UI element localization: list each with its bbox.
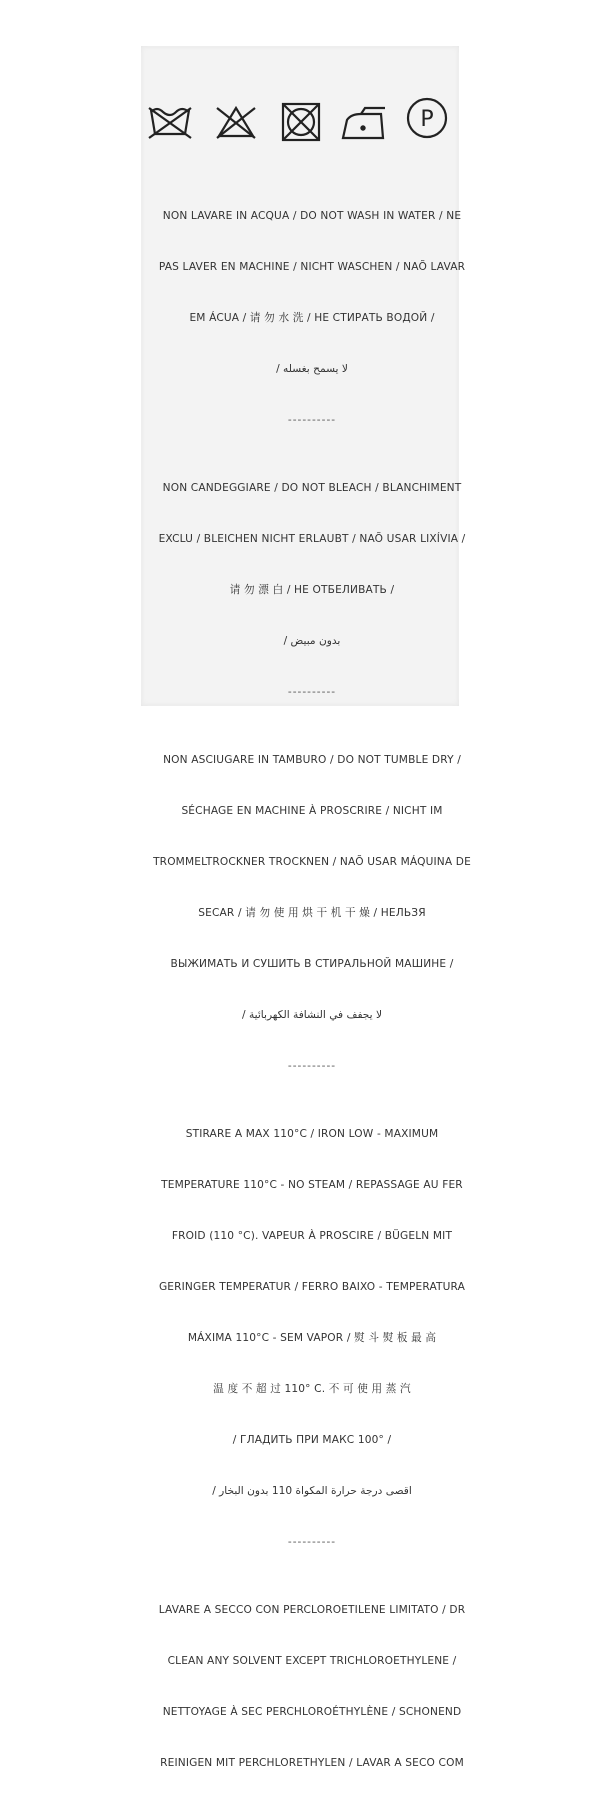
instruction-line: / لا يجفف في النشافة الكهربائية [242, 1009, 382, 1021]
instruction-line: NON CANDEGGIARE / DO NOT BLEACH / BLANCHIMENT [162, 482, 462, 494]
separator: ---------- [287, 1536, 337, 1548]
instruction-line: NETTOYAGE À SEC PERCHLOROÉTHYLÈNE / SCHONEND [162, 1706, 462, 1718]
separator: ---------- [287, 686, 337, 698]
care-symbols-svg [141, 46, 459, 156]
instruction-line: / ГЛАДИТЬ ПРИ МАКС 100° / [232, 1434, 392, 1446]
instruction-line: / بدون مبيض [283, 635, 341, 647]
instruction-line: MÁXIMA 110°C - SEM VAPOR / 熨 斗 熨 板 最 高 [187, 1332, 437, 1344]
care-instructions [147, 174, 477, 1806]
do-not-bleach-icon [217, 108, 255, 138]
instruction-line: LAVARE A SECCO CON PERCLOROETILENE LIMITATO / DR [158, 1604, 466, 1616]
instruction-line: / اقصى درجة حرارة المكواة 110 بدون البخار [212, 1485, 412, 1497]
instruction-line: GERINGER TEMPERATUR / FERRO BAIXO - TEMPERATURA [158, 1281, 466, 1293]
instruction-line: NON ASCIUGARE IN TAMBURO / DO NOT TUMBLE DRY / [163, 754, 461, 766]
separator: ---------- [287, 1060, 337, 1072]
instruction-line: CLEAN ANY SOLVENT EXCEPT TRICHLOROETHYLENE / [167, 1655, 457, 1667]
instruction-line: PAS LAVER EN MACHINE / NICHT WASCHEN / NAÕ LAVAR [158, 261, 466, 273]
instruction-line: / لا يسمح بغسله [276, 363, 348, 375]
instruction-line: EXCLU / BLEICHEN NICHT ERLAUBT / NAÕ USAR LIXÍVIA / [158, 533, 466, 545]
instruction-line: TEMPERATURE 110°C - NO STEAM / REPASSAGE AU FER [161, 1179, 463, 1191]
do-not-tumble-dry-icon [283, 104, 319, 140]
separator: ---------- [287, 414, 337, 426]
instruction-line: REINIGEN MIT PERCHLORETHYLEN / LAVAR A SECO COM [160, 1757, 464, 1769]
care-symbols-row [141, 46, 459, 156]
instruction-line: EM ÁCUA / 请 勿 水 洗 / НЕ СТИРАТЬ ВОДОЙ / [189, 312, 435, 324]
instruction-line: NON LAVARE IN ACQUA / DO NOT WASH IN WATER / NE [162, 210, 462, 222]
instruction-line: 请 勿 漂 白 / НЕ ОТБЕЛИВАТЬ / [229, 584, 395, 596]
instruction-line: 温 度 不 超 过 110° C. 不 可 使 用 蒸 汽 [213, 1383, 411, 1395]
instruction-line: SECAR / 请 勿 使 用 烘 干 机 干 燥 / НЕЛЬЗЯ [198, 907, 426, 919]
instruction-line: FROID (110 °C). VAPEUR À PROSCIRE / BÜGELN MIT [171, 1230, 453, 1242]
do-not-wash-icon [149, 108, 191, 138]
instruction-line: STIRARE A MAX 110°C / IRON LOW - MAXIMUM [185, 1128, 439, 1140]
iron-low-icon [343, 108, 385, 138]
instruction-line: TROMMELTROCKNER TROCKNEN / NAÕ USAR MÁQUINA DE [153, 856, 471, 868]
instruction-line: SÉCHAGE EN MACHINE À PROSCRIRE / NICHT IM [181, 805, 443, 817]
care-label [141, 46, 471, 1769]
instruction-line: ВЫЖИМАТЬ И СУШИТЬ В СТИРАЛЬНОЙ МАШИНЕ / [170, 958, 454, 970]
dry-clean-letter: P [420, 107, 434, 132]
dry-clean-p-icon [408, 99, 446, 137]
